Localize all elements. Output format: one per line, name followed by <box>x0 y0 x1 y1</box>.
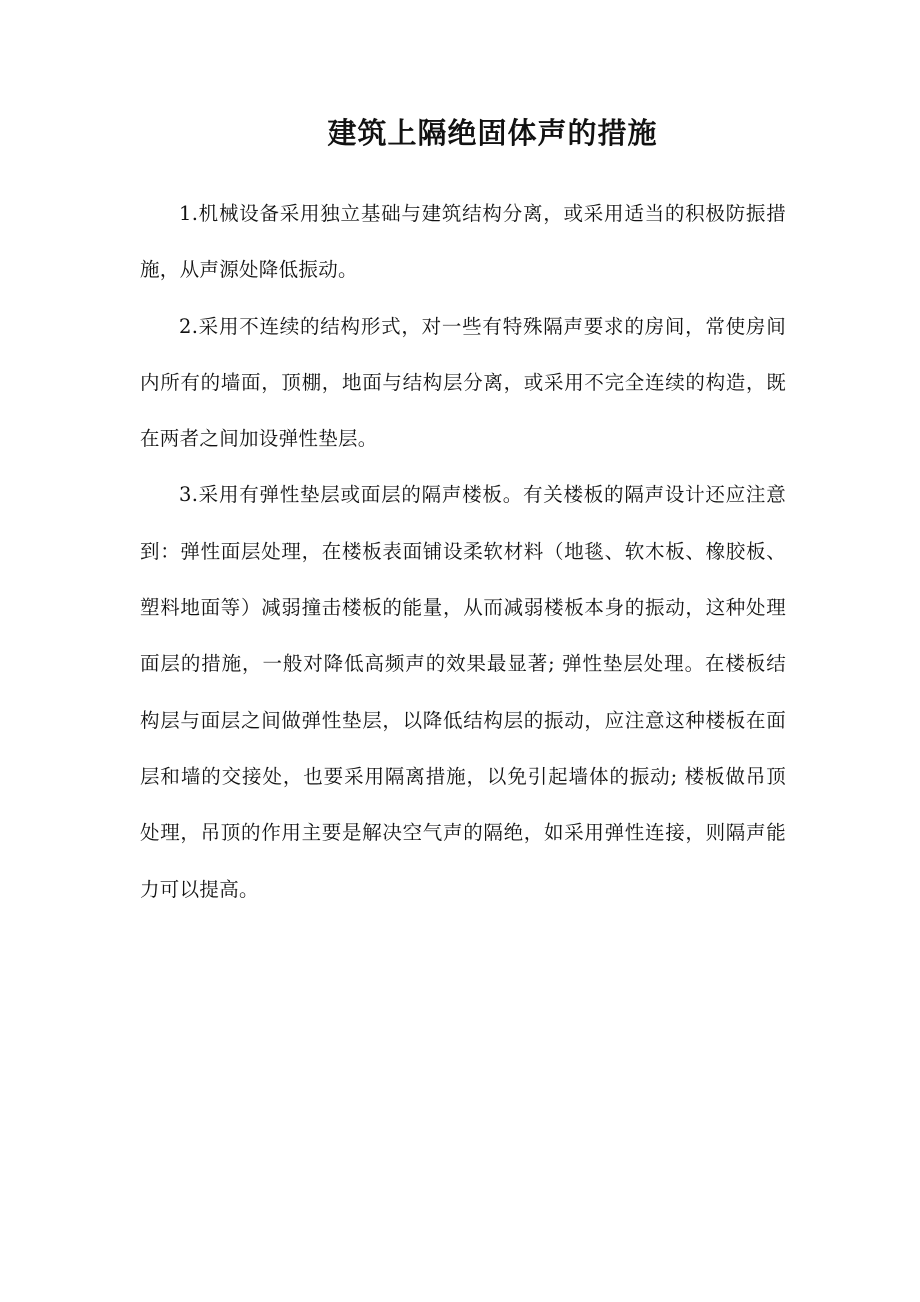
document-title: 建筑上隔绝固体声的措施 <box>327 116 658 150</box>
paragraph-1: 1.机械设备采用独立基础与建筑结构分离，或采用适当的积极防振措施，从声源处降低振动。 <box>140 202 786 282</box>
document-body <box>140 186 786 918</box>
paragraph-2: 2.采用不连续的结构形式，对一些有特殊隔声要求的房间，常使房间内所有的墙面，顶棚，地面与结构层分离，或采用不完全连续的构造，既在两者之间加设弹性垫层。 <box>140 314 786 451</box>
paragraph-3: 3.采用有弹性垫层或面层的隔声楼板。有关楼板的隔声设计还应注意到：弹性面层处理，在楼板表面铺设柔软材料（地毯、软木板、橡胶板、塑料地面等）减弱撞击楼板的能量，从而减弱楼板本身的振动，这种处理面层的措施，一般对降低高频声的效果最显著; 弹性垫层处理。在楼板结构层与面层之间做弹性垫层，以降低结构层的振动，应注意这种楼板在面层和墙的交接处，也要采用隔离措施，以免引起墙体的振动; 楼板做吊顶处理，吊顶的作用主要是解决空气声的隔绝，如采用弹性连接，则隔声能力可以提高。 <box>140 483 786 901</box>
